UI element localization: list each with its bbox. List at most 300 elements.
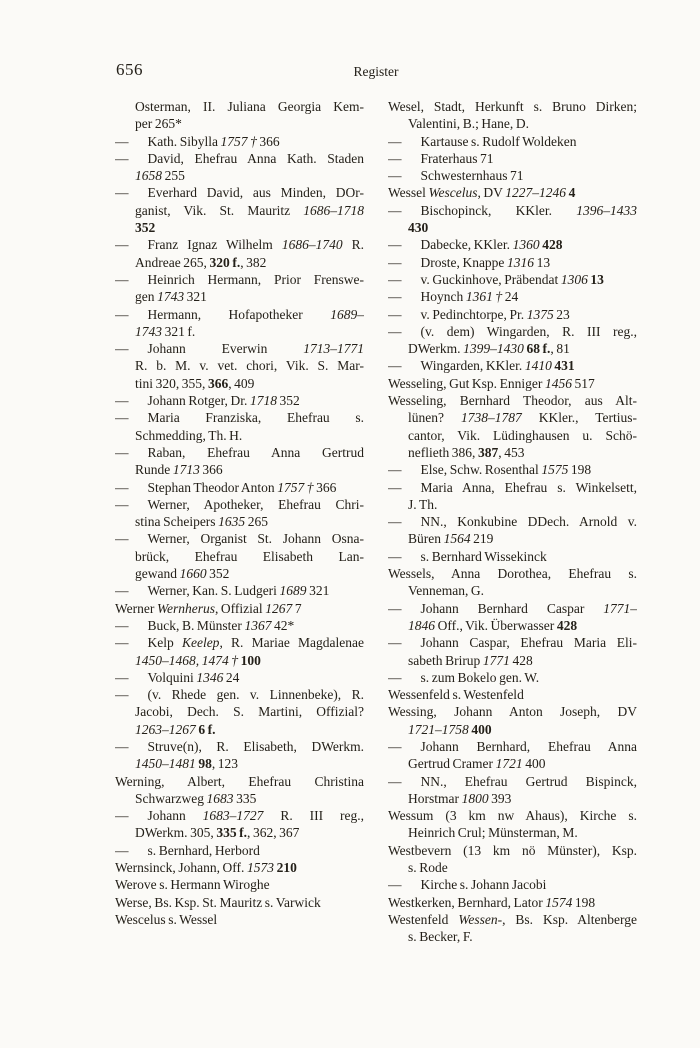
text-segment: 1564	[443, 531, 471, 547]
text-segment: Heinrich Crul; Münsterman, M.	[408, 825, 578, 841]
text-segment: 1574	[545, 894, 573, 910]
index-line	[115, 375, 364, 392]
text-segment: , 362, 367	[247, 825, 300, 841]
text-segment: s. Rode	[408, 860, 448, 876]
text-segment: 219	[470, 531, 494, 547]
sub-entry-dash: —	[115, 842, 129, 858]
index-line	[115, 911, 364, 928]
text-segment: 198	[568, 462, 592, 478]
text-segment: 13	[534, 254, 551, 270]
text-segment: 100	[240, 652, 261, 668]
text-segment: Johann Rotger, Dr.	[147, 393, 250, 409]
index-line	[115, 219, 364, 236]
sub-entry-dash: —	[388, 635, 402, 651]
text-segment: 352	[206, 566, 230, 582]
sub-entry-dash: —	[115, 410, 129, 426]
index-line	[388, 928, 637, 945]
page-number: 656	[116, 60, 143, 79]
text-segment: 366	[207, 375, 229, 391]
text-segment: NN., Ehefrau Gertrud Bispinck,	[420, 773, 637, 789]
text-segment: 428	[509, 652, 533, 668]
text-segment: Wescelus	[428, 185, 478, 201]
sub-entry-dash: —	[388, 133, 402, 149]
index-line	[115, 513, 364, 530]
text-segment: 1399–1430	[463, 341, 524, 357]
index-line	[115, 876, 364, 893]
sub-entry-dash: —	[115, 185, 129, 201]
text-segment: 1263–1267	[135, 721, 196, 737]
text-segment: Westbevern (13 km nö Münster), Ksp.	[388, 842, 637, 858]
text-segment: 1410	[524, 358, 552, 374]
index-line	[388, 150, 637, 167]
text-segment: 393	[488, 790, 512, 806]
text-segment: 1743	[135, 323, 162, 339]
text-segment: cantor, Vik. Lüdinghausen u. Schö-	[408, 427, 637, 443]
index-line	[115, 98, 364, 115]
text-segment: Werove s. Hermann Wiroghe	[115, 877, 270, 893]
text-segment: Schwesternhaus 71	[420, 168, 524, 184]
index-line	[115, 340, 364, 357]
text-segment: 1316	[507, 254, 534, 270]
text-segment: 68 f.	[526, 341, 551, 357]
index-line	[115, 306, 364, 323]
index-line	[388, 876, 637, 893]
text-segment: R. III reg.,	[263, 808, 364, 824]
text-segment: David, Ehefrau Anna Kath. Staden	[147, 150, 364, 166]
index-line	[115, 721, 364, 738]
text-segment: 1686–1740	[281, 237, 343, 253]
text-segment: 1450–1481	[135, 756, 196, 772]
index-line	[115, 496, 364, 513]
text-segment: Keelep	[181, 635, 220, 651]
text-segment: Wessing, Johann Anton Joseph, DV	[388, 704, 637, 720]
index-line	[115, 617, 364, 634]
sub-entry-dash: —	[388, 358, 402, 374]
sub-entry-dash: —	[115, 479, 129, 495]
text-segment: lünen?	[408, 410, 461, 426]
index-line	[388, 202, 637, 219]
text-segment: 1738–1787	[460, 410, 522, 426]
text-segment: , Bs. Ksp. Altenberge	[502, 911, 637, 927]
text-segment: 1227–1246	[505, 185, 567, 201]
text-segment: 6 f.	[198, 721, 216, 737]
text-segment: 400	[471, 721, 492, 737]
sub-entry-dash: —	[388, 237, 402, 253]
text-segment: 352	[276, 393, 300, 409]
text-segment: Jacobi, Dech. S. Martini, Offizial?	[135, 704, 364, 720]
text-segment: 352	[135, 220, 156, 236]
index-line	[388, 219, 637, 236]
text-segment: 1635	[218, 514, 246, 530]
index-line	[388, 115, 637, 132]
index-line	[115, 133, 364, 150]
text-segment: 430	[408, 220, 429, 236]
text-segment: 1375	[526, 306, 554, 322]
text-segment: 366	[199, 462, 223, 478]
text-segment: brück, Ehefrau Elisabeth Lan-	[135, 548, 364, 564]
text-segment: Wesseling, Bernhard Theodor, aus Alt-	[388, 393, 637, 409]
text-segment: s. Bernhard Wissekinck	[420, 548, 547, 564]
index-line	[388, 479, 637, 496]
sub-entry-dash: —	[388, 462, 402, 478]
text-segment: 1683–1727	[202, 808, 264, 824]
sub-entry-dash: —	[388, 773, 402, 789]
index-line	[388, 790, 637, 807]
sub-entry-dash: —	[388, 168, 402, 184]
text-segment: 1267	[265, 600, 293, 616]
text-segment: Andreae 265,	[135, 254, 210, 270]
index-line	[388, 686, 637, 703]
text-segment: gen	[135, 289, 158, 305]
text-segment: 1689–	[330, 306, 364, 322]
sub-entry-dash: —	[115, 341, 129, 357]
text-segment: sabeth Brirup	[408, 652, 483, 668]
index-line	[388, 582, 637, 599]
text-segment: s. Becker, F.	[408, 929, 473, 945]
index-line	[115, 842, 364, 859]
text-segment: 1846	[408, 617, 435, 633]
index-line	[115, 530, 364, 547]
text-segment: 1360	[512, 237, 540, 253]
text-segment: Schmedding, Th. H.	[135, 427, 243, 443]
text-segment: 1713	[172, 462, 200, 478]
index-line	[115, 392, 364, 409]
text-segment: 1346	[196, 669, 224, 685]
text-segment: Wernherus	[156, 600, 215, 616]
index-line	[388, 824, 637, 841]
text-segment: Johann Bernhard Caspar	[420, 600, 604, 616]
sub-entry-dash: —	[115, 669, 129, 685]
text-segment: Wesel, Stadt, Herkunft s. Bruno Dirken;	[388, 99, 637, 114]
index-line	[388, 271, 637, 288]
text-segment: 1367	[244, 617, 272, 633]
text-segment: Everhard David, aus Minden, DOr-	[147, 185, 364, 201]
text-segment: 1456	[544, 375, 572, 391]
text-segment: Struve(n), R. Elisabeth, DWerkm.	[147, 738, 364, 754]
text-segment: R.	[342, 237, 364, 253]
text-segment: tini 320, 355,	[135, 375, 208, 391]
text-segment: 335 f.	[216, 825, 248, 841]
index-line	[388, 894, 637, 911]
text-segment: neflieth 386,	[408, 444, 479, 460]
text-segment: Wescelus s. Wessel	[115, 911, 218, 927]
index-line	[115, 479, 364, 496]
index-line	[388, 392, 637, 409]
sub-entry-dash: —	[388, 548, 402, 564]
text-segment: 98	[198, 756, 212, 772]
text-segment: 1800	[461, 790, 489, 806]
text-segment: Werning, Albert, Ehefrau Christina	[115, 773, 364, 789]
index-line	[388, 98, 637, 115]
sub-entry-dash: —	[388, 323, 402, 339]
text-segment: Maria Franziska, Ehefrau s.	[147, 410, 364, 426]
index-line	[388, 288, 637, 305]
index-line	[388, 236, 637, 253]
text-segment: 1575	[541, 462, 569, 478]
text-segment: Fraterhaus 71	[420, 150, 494, 166]
text-segment: Maria Anna, Ehefrau s. Winkelsett,	[420, 479, 637, 495]
text-segment: 320 f.	[209, 254, 241, 270]
text-segment: Westkerken, Bernhard, Lator	[388, 894, 546, 910]
text-segment: Wessenfeld s. Westenfeld	[388, 687, 524, 703]
text-segment: 1721	[495, 756, 523, 772]
text-segment: 428	[542, 237, 563, 253]
index-line	[388, 842, 637, 859]
index-line	[115, 755, 364, 772]
sub-entry-dash: —	[115, 687, 129, 703]
index-line	[388, 703, 637, 720]
page-title: Register	[353, 64, 399, 79]
text-segment: 265	[245, 514, 268, 530]
sub-entry-dash: —	[388, 289, 402, 305]
text-segment: Off., Vik. Überwasser	[435, 617, 557, 633]
text-segment: 7	[292, 600, 302, 616]
index-line	[388, 755, 637, 772]
text-segment: , 453	[498, 444, 525, 460]
index-line	[115, 548, 364, 565]
index-column-left	[115, 98, 364, 946]
sub-entry-dash: —	[115, 393, 129, 409]
index-line	[115, 790, 364, 807]
sub-entry-dash: —	[115, 133, 129, 149]
text-segment: DWerkm. 305,	[135, 825, 217, 841]
text-segment: 1361 †	[465, 289, 503, 305]
index-line	[115, 357, 364, 374]
text-segment: , 81	[550, 341, 570, 357]
index-line	[388, 634, 637, 651]
index-line	[115, 288, 364, 305]
text-segment: 335	[233, 790, 257, 806]
sub-entry-dash: —	[115, 738, 129, 754]
sub-entry-dash: —	[388, 479, 402, 495]
index-line	[115, 323, 364, 340]
text-segment: 366	[313, 479, 337, 495]
sub-entry-dash: —	[115, 617, 129, 633]
text-segment: 1721–1758	[408, 721, 469, 737]
text-segment: 387	[478, 444, 499, 460]
text-segment: (v. Rhede gen. v. Linnenbeke), R.	[147, 687, 364, 703]
index-line	[388, 530, 637, 547]
index-columns	[115, 98, 637, 946]
index-line	[388, 427, 637, 444]
text-segment: Werse, Bs. Ksp. St. Mauritz s. Varwick	[115, 894, 321, 910]
text-segment: 1757 †	[220, 133, 257, 149]
index-line	[388, 357, 637, 374]
sub-entry-dash: —	[388, 202, 402, 218]
index-line	[115, 167, 364, 184]
index-line	[115, 634, 364, 651]
sub-entry-dash: —	[115, 444, 129, 460]
text-segment: Wernsinck, Johann, Off.	[115, 860, 247, 876]
text-segment: Bischopinck, KKler.	[420, 202, 577, 218]
text-segment: Osterman, II. Juliana Georgia Kem-	[135, 99, 364, 114]
text-segment: Wingarden, KKler.	[420, 358, 525, 374]
index-line	[388, 254, 637, 271]
text-segment: Valentini, B.; Hane, D.	[408, 116, 529, 132]
text-segment: Droste, Knappe	[420, 254, 507, 270]
index-line	[388, 375, 637, 392]
index-line	[115, 669, 364, 686]
text-segment: 366	[256, 133, 280, 149]
text-segment: ganist, Vik. St. Mauritz	[135, 202, 304, 218]
index-line	[115, 202, 364, 219]
text-segment: Wesseling, Gut Ksp. Enniger	[388, 375, 545, 391]
index-line	[115, 582, 364, 599]
text-segment: Wessels, Anna Dorothea, Ehefrau s.	[388, 566, 637, 582]
text-segment: Schwarzweg	[135, 790, 207, 806]
text-segment: 4	[568, 185, 576, 201]
index-line	[388, 184, 637, 201]
text-segment: 1658	[135, 168, 162, 184]
text-segment: Hermann, Hofapotheker	[147, 306, 331, 322]
text-segment: Kelp	[147, 635, 182, 651]
index-line	[115, 271, 364, 288]
index-line	[115, 824, 364, 841]
index-line	[115, 409, 364, 426]
sub-entry-dash: —	[388, 271, 402, 287]
index-line	[115, 150, 364, 167]
text-segment: KKler., Tertius-	[521, 410, 637, 426]
index-line	[388, 773, 637, 790]
index-line	[388, 496, 637, 513]
index-line	[115, 600, 364, 617]
text-segment: Heinrich Hermann, Prior Frenswe-	[147, 271, 364, 287]
index-line	[115, 859, 364, 876]
text-segment: Johann Caspar, Ehefrau Maria Eli-	[420, 635, 637, 651]
text-segment: 1396–1433	[576, 202, 637, 218]
text-segment: Büren	[408, 531, 444, 547]
text-segment: 321	[184, 289, 207, 305]
index-line	[115, 461, 364, 478]
index-line	[115, 236, 364, 253]
text-segment: per 265*	[135, 116, 182, 132]
text-segment: 1757 †	[277, 479, 314, 495]
text-segment: 24	[223, 669, 240, 685]
text-segment: 1771	[482, 652, 510, 668]
text-segment: Werner, Apotheker, Ehefrau Chri-	[147, 496, 364, 512]
text-segment: Gertrud Cramer	[408, 756, 496, 772]
text-segment: Dabecke, KKler.	[420, 237, 513, 253]
text-segment: 517	[571, 375, 595, 391]
text-segment: , 382	[240, 254, 267, 270]
text-segment: Raban, Ehefrau Anna Gertrud	[147, 444, 364, 460]
index-line	[388, 859, 637, 876]
index-line	[388, 513, 637, 530]
text-segment: 24	[502, 289, 519, 305]
text-segment: Wessum (3 km nw Ahaus), Kirche s.	[388, 808, 637, 824]
text-segment: 400	[522, 756, 546, 772]
index-line	[115, 686, 364, 703]
sub-entry-dash: —	[388, 254, 402, 270]
text-segment: (v. dem) Wingarden, R. III reg.,	[420, 323, 637, 339]
text-segment: 42*	[271, 617, 295, 633]
text-segment: 23	[553, 306, 570, 322]
index-line	[115, 703, 364, 720]
text-segment: 1743	[157, 289, 185, 305]
text-segment: Runde	[135, 462, 173, 478]
sub-entry-dash: —	[388, 306, 402, 322]
index-line	[115, 773, 364, 790]
text-segment: 1713–1771	[303, 341, 364, 357]
text-segment: Kath. Sibylla	[147, 133, 221, 149]
sub-entry-dash: —	[115, 150, 129, 166]
index-column-right	[388, 98, 637, 946]
text-segment: 1689	[279, 583, 307, 599]
text-segment: 321	[306, 583, 330, 599]
text-segment: Kartause s. Rudolf Woldeken	[420, 133, 577, 149]
text-segment: NN., Konkubine DDech. Arnold v.	[420, 514, 637, 530]
index-line	[388, 167, 637, 184]
sub-entry-dash: —	[115, 496, 129, 512]
text-segment: 1306	[560, 271, 588, 287]
text-segment: 1573	[247, 860, 274, 876]
text-segment: v. Pedinchtorpe, Pr.	[420, 306, 527, 322]
index-line	[388, 807, 637, 824]
text-segment: Johann	[147, 808, 203, 824]
text-segment: Werner	[115, 600, 157, 616]
text-segment: 13	[590, 271, 604, 287]
sub-entry-dash: —	[388, 150, 402, 166]
index-line	[115, 894, 364, 911]
text-segment: 1686–1718	[303, 202, 364, 218]
text-segment: , R. Mariae Magdalenae	[219, 635, 364, 651]
index-line	[388, 461, 637, 478]
text-segment: 1660	[179, 566, 207, 582]
index-line	[388, 600, 637, 617]
sub-entry-dash: —	[115, 808, 129, 824]
text-segment: , DV	[477, 185, 506, 201]
sub-entry-dash: —	[115, 531, 129, 547]
index-line	[388, 409, 637, 426]
text-segment: Werner, Organist St. Johann Osna-	[147, 531, 364, 547]
text-segment: Johann Bernhard, Ehefrau Anna	[420, 738, 637, 754]
index-line	[388, 323, 637, 340]
text-segment: 1450–1468, 1474 †	[135, 652, 239, 668]
index-line	[388, 340, 637, 357]
text-segment: v. Guckinhove, Präbendat	[420, 271, 561, 287]
index-line	[388, 306, 637, 323]
index-line	[388, 721, 637, 738]
sub-entry-dash: —	[115, 271, 129, 287]
text-segment: Stephan Theodor Anton	[147, 479, 278, 495]
text-segment: Wessen-	[458, 911, 503, 927]
text-segment: 1771–	[603, 600, 637, 616]
text-segment: Hoynch	[420, 289, 466, 305]
text-segment: 198	[572, 894, 596, 910]
index-line	[388, 652, 637, 669]
index-line	[115, 444, 364, 461]
index-line	[388, 444, 637, 461]
index-line	[115, 565, 364, 582]
sub-entry-dash: —	[115, 583, 129, 599]
text-segment: , 123	[211, 756, 239, 772]
text-segment: 431	[554, 358, 575, 374]
text-segment: J. Th.	[408, 496, 438, 512]
text-segment: s. zum Bokelo gen. W.	[420, 669, 540, 685]
text-segment: Werner, Kan. S. Ludgeri	[147, 583, 280, 599]
text-segment: stina Scheipers	[135, 514, 219, 530]
text-segment: R. b. M. v. vet. chori, Vik. S. Mar-	[135, 358, 364, 374]
text-segment: DWerkm.	[408, 341, 464, 357]
index-line	[388, 617, 637, 634]
text-segment: Else, Schw. Rosenthal	[420, 462, 542, 478]
text-segment: Franz Ignaz Wilhelm	[147, 237, 282, 253]
index-line	[115, 738, 364, 755]
sub-entry-dash: —	[388, 877, 402, 893]
sub-entry-dash: —	[388, 600, 402, 616]
index-line	[388, 669, 637, 686]
text-segment: Venneman, G.	[408, 583, 485, 599]
